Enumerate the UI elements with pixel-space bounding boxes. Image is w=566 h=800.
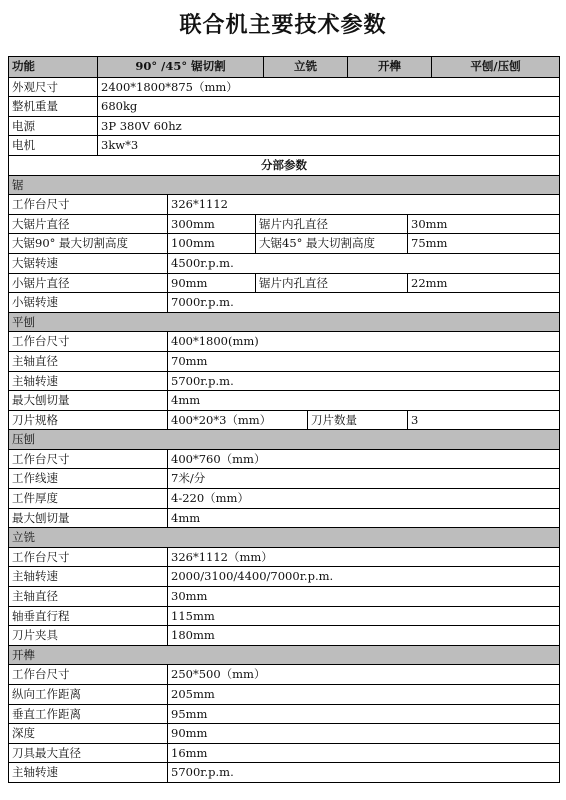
param-value: 90mm [167, 274, 255, 293]
page-title: 联合机主要技术参数 [179, 12, 387, 38]
param-value: 90mm [167, 724, 559, 743]
param-value: 3 [407, 411, 559, 430]
param-label: 工件厚度 [12, 491, 58, 506]
param-value: 2000/3100/4400/7000r.p.m. [167, 567, 559, 586]
table-row [9, 586, 559, 606]
param-value: 70mm [167, 352, 559, 371]
param-value: 326*1112 [167, 195, 559, 214]
param-label: 小锯片直径 [12, 275, 70, 290]
param-label: 最大刨切量 [12, 393, 70, 408]
section-label: 平刨 [12, 314, 35, 329]
param-label: 大锯90° 最大切割高度 [12, 236, 129, 251]
param-label: 最大刨切量 [12, 510, 70, 525]
param-label: 主轴直径 [12, 589, 58, 604]
param-label: 垂直工作距离 [12, 706, 81, 721]
general-value: 2400*1800*875（mm） [97, 78, 559, 97]
table-row [9, 664, 559, 684]
param-label: 轴垂直行程 [12, 608, 70, 623]
param-label: 主轴转速 [12, 373, 58, 388]
general-row [9, 96, 559, 116]
param-value: 4mm [167, 509, 559, 528]
param-value: 205mm [167, 685, 559, 704]
param-label: 锯片内孔直径 [255, 274, 407, 293]
section-saw [9, 175, 559, 195]
table-row [9, 233, 559, 253]
table-row [9, 351, 559, 371]
param-label: 锯片内孔直径 [255, 215, 407, 234]
param-value: 4-220（mm） [167, 489, 559, 508]
general-value: 680kg [97, 97, 559, 116]
table-row [9, 566, 559, 586]
table-row [9, 214, 559, 234]
param-label: 刀具最大直径 [12, 745, 81, 760]
sub-title: 分部参数 [261, 157, 307, 172]
param-label: 深度 [12, 726, 35, 741]
param-label: 主轴转速 [12, 765, 58, 780]
param-label: 刀片规格 [12, 412, 58, 427]
param-label: 刀片夹具 [12, 628, 58, 643]
param-value: 250*500（mm） [167, 665, 559, 684]
table-row [9, 253, 559, 273]
param-value: 180mm [167, 626, 559, 645]
table-row [9, 625, 559, 645]
section-label: 开榫 [12, 647, 35, 662]
header-saw: 90° /45° 锯切割 [97, 57, 263, 77]
table-row [9, 371, 559, 391]
general-row [9, 135, 559, 155]
param-value: 400*20*3（mm） [167, 411, 307, 430]
param-label: 工作线速 [12, 471, 58, 486]
table-row [9, 704, 559, 724]
table-row [9, 743, 559, 763]
param-value: 4mm [167, 391, 559, 410]
param-label: 工作台尺寸 [12, 549, 70, 564]
section-label: 立铣 [12, 530, 35, 545]
param-label: 刀片数量 [307, 411, 407, 430]
param-label: 主轴直径 [12, 353, 58, 368]
table-row [9, 273, 559, 293]
section-label: 压刨 [12, 432, 35, 447]
param-value: 75mm [407, 234, 559, 253]
header-shaper: 立铣 [263, 57, 347, 77]
section-planer [9, 312, 559, 332]
table-row [9, 508, 559, 528]
general-label: 外观尺寸 [12, 79, 58, 94]
table-row [9, 468, 559, 488]
header-tenon: 开榫 [347, 57, 431, 77]
param-label: 工作台尺寸 [12, 451, 70, 466]
general-row [9, 116, 559, 136]
param-label: 大锯转速 [12, 255, 58, 270]
param-value: 95mm [167, 705, 559, 724]
param-value: 400*1800(mm) [167, 332, 559, 351]
table-row [9, 762, 559, 782]
spec-table [8, 56, 560, 783]
table-row [9, 684, 559, 704]
table-row [9, 331, 559, 351]
table-row [9, 723, 559, 743]
param-label: 大锯片直径 [12, 216, 70, 231]
section-tenon [9, 645, 559, 665]
general-label: 整机重量 [12, 99, 58, 114]
param-value: 4500r.p.m. [167, 254, 559, 273]
param-value: 7米/分 [167, 469, 559, 488]
param-value: 7000r.p.m. [167, 293, 559, 312]
param-value: 30mm [167, 587, 559, 606]
param-label: 主轴转速 [12, 569, 58, 584]
section-thicknesser [9, 429, 559, 449]
param-label: 工作台尺寸 [12, 197, 70, 212]
header-function: 功能 [12, 59, 35, 73]
header-planer: 平刨/压刨 [431, 57, 559, 77]
general-row [9, 77, 559, 97]
sub-title-row [9, 155, 559, 175]
param-value: 300mm [167, 215, 255, 234]
table-row [9, 292, 559, 312]
param-label: 工作台尺寸 [12, 334, 70, 349]
general-value: 3kw*3 [97, 136, 559, 155]
table-header-row [9, 57, 559, 77]
param-value: 5700r.p.m. [167, 372, 559, 391]
table-row [9, 410, 559, 430]
param-value: 326*1112（mm） [167, 548, 559, 567]
section-label: 锯 [12, 177, 24, 192]
section-shaper [9, 527, 559, 547]
general-label: 电源 [12, 118, 35, 133]
general-value: 3P 380V 60hz [97, 117, 559, 136]
table-row [9, 547, 559, 567]
param-label: 纵向工作距离 [12, 687, 81, 701]
table-row [9, 390, 559, 410]
table-row [9, 606, 559, 626]
param-value: 400*760（mm） [167, 450, 559, 469]
param-label: 小锯转速 [12, 295, 58, 310]
table-row [9, 194, 559, 214]
param-value: 5700r.p.m. [167, 763, 559, 782]
param-value: 115mm [167, 607, 559, 626]
param-value: 22mm [407, 274, 559, 293]
table-row [9, 488, 559, 508]
param-label: 工作台尺寸 [12, 667, 70, 682]
param-value: 100mm [167, 234, 255, 253]
param-value: 16mm [167, 744, 559, 763]
param-label: 大锯45° 最大切割高度 [255, 234, 407, 253]
param-value: 30mm [407, 215, 559, 234]
general-label: 电机 [12, 138, 35, 153]
table-row [9, 449, 559, 469]
